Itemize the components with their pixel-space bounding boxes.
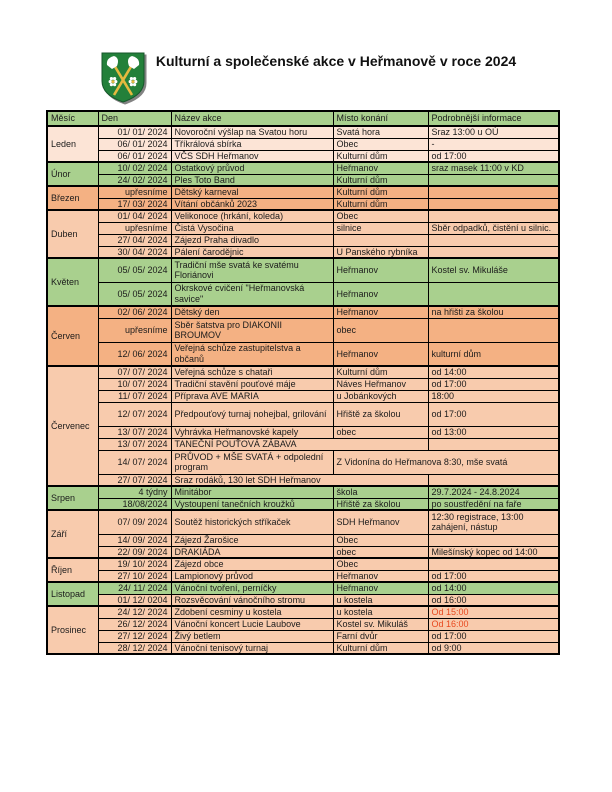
place-cell: Obec [333, 210, 428, 222]
month-cell: Únor [47, 162, 98, 186]
place-cell: Kulturní dům [333, 642, 428, 654]
info-cell: sraz masek 11:00 v KD [428, 162, 559, 174]
event-row [47, 474, 559, 486]
info-cell [428, 558, 559, 570]
place-cell: Heřmanov [333, 582, 428, 594]
event-name-cell: DRAKIÁDA [171, 546, 333, 558]
event-name-cell: Sraz rodáků, 130 let SDH Heřmanov [171, 474, 428, 486]
day-cell: 30/ 04/ 2024 [98, 246, 171, 258]
header-nazev-akce: Název akce [171, 111, 333, 126]
events-table-body [47, 126, 559, 654]
place-cell: obec [333, 318, 428, 342]
event-row [47, 606, 559, 618]
day-cell: 11/ 07/ 2024 [98, 390, 171, 402]
info-cell [428, 438, 559, 450]
info-cell: od 17:00 [428, 630, 559, 642]
place-cell: Farní dvůr [333, 630, 428, 642]
header-misto-konani: Místo konání [333, 111, 428, 126]
event-name-cell: Sběr šatstva pro DIAKONII BROUMOV [171, 318, 333, 342]
event-row [47, 426, 559, 438]
event-name-cell: Minitábor [171, 486, 333, 498]
day-cell: 27/ 04/ 2024 [98, 234, 171, 246]
place-cell: Heřmanov [333, 306, 428, 318]
day-cell: 10/ 07/ 2024 [98, 378, 171, 390]
info-cell [428, 186, 559, 198]
event-row [47, 366, 559, 378]
info-cell: Od 15:00 [428, 606, 559, 618]
event-row [47, 258, 559, 282]
event-name-cell: Rozsvěcování vánočního stromu [171, 594, 333, 606]
event-row [47, 174, 559, 186]
month-cell: Září [47, 510, 98, 558]
info-cell: od 17:00 [428, 150, 559, 162]
event-name-cell: Vánoční koncert Lucie Laubove [171, 618, 333, 630]
month-cell: Prosinec [47, 606, 98, 654]
event-name-cell: Zájezd obce [171, 558, 333, 570]
event-row [47, 318, 559, 342]
info-cell [428, 534, 559, 546]
day-cell: upřesníme [98, 222, 171, 234]
event-name-cell: Čistá Vysočina [171, 222, 333, 234]
place-cell: Kulturní dům [333, 366, 428, 378]
day-cell: 24/ 02/ 2024 [98, 174, 171, 186]
event-row [47, 534, 559, 546]
place-cell: Kulturní dům [333, 186, 428, 198]
event-name-cell: Soutěž historických stříkaček [171, 510, 333, 534]
place-cell: u Jobánkových [333, 390, 428, 402]
month-cell: Červen [47, 306, 98, 366]
day-cell: 13/ 07/ 2024 [98, 426, 171, 438]
day-cell: 01/ 01/ 2024 [98, 126, 171, 138]
event-row [47, 558, 559, 570]
info-cell [428, 174, 559, 186]
event-row [47, 570, 559, 582]
events-table [46, 110, 560, 655]
day-cell: 10/ 02/ 2024 [98, 162, 171, 174]
place-cell: škola [333, 486, 428, 498]
info-cell: Od 16:00 [428, 618, 559, 630]
month-cell: Srpen [47, 486, 98, 510]
place-cell: obec [333, 546, 428, 558]
info-cell: Milešínský kopec od 14:00 [428, 546, 559, 558]
event-row [47, 210, 559, 222]
event-name-cell: Ples Toto Band [171, 174, 333, 186]
day-cell: 06/ 01/ 2024 [98, 150, 171, 162]
info-cell: kulturní dům [428, 342, 559, 366]
day-cell: 14/ 07/ 2024 [98, 450, 171, 474]
event-row [47, 390, 559, 402]
event-name-cell: Tradiční stavění pouťové máje [171, 378, 333, 390]
info-cell: - [428, 138, 559, 150]
event-row [47, 306, 559, 318]
event-row [47, 450, 559, 474]
place-cell: SDH Heřmanov [333, 510, 428, 534]
place-cell: u kostela [333, 594, 428, 606]
info-cell: od 14:00 [428, 366, 559, 378]
place-info-cell: Z Vidonína do Heřmanova 8:30, mše svatá [333, 450, 559, 474]
event-name-cell: Příprava AVE MARIA [171, 390, 333, 402]
info-cell [428, 234, 559, 246]
header-mesic: Měsíc [47, 111, 98, 126]
place-cell: Kulturní dům [333, 150, 428, 162]
event-row [47, 222, 559, 234]
info-cell: od 16:00 [428, 594, 559, 606]
event-name-cell: Okrskové cvičení "Heřmanovská savice" [171, 282, 333, 306]
place-cell: Heřmanov [333, 162, 428, 174]
info-cell: 29.7.2024 - 24.8.2024 [428, 486, 559, 498]
place-cell: Heřmanov [333, 342, 428, 366]
event-name-cell: Živý betlem [171, 630, 333, 642]
event-name-cell: VČS SDH Heřmanov [171, 150, 333, 162]
event-name-cell: Vánoční tvoření, perníčky [171, 582, 333, 594]
event-row [47, 126, 559, 138]
day-cell: 22/ 09/ 2024 [98, 546, 171, 558]
event-name-cell: Dětský den [171, 306, 333, 318]
event-row [47, 630, 559, 642]
event-row [47, 150, 559, 162]
info-cell: po soustředění na faře [428, 498, 559, 510]
header-den: Den [98, 111, 171, 126]
event-name-cell: Vítání občánků 2023 [171, 198, 333, 210]
event-name-cell: Dětský karneval [171, 186, 333, 198]
event-name-cell: Zájezd Žarošice [171, 534, 333, 546]
info-cell [428, 282, 559, 306]
place-cell: obec [333, 426, 428, 438]
place-cell: silnice [333, 222, 428, 234]
info-cell: Sběr odpadků, čistění u silnic. [428, 222, 559, 234]
day-cell: upřesníme [98, 186, 171, 198]
place-cell: Kulturní dům [333, 198, 428, 210]
day-cell: 26/ 12/ 2024 [98, 618, 171, 630]
month-cell: Březen [47, 186, 98, 210]
event-row [47, 498, 559, 510]
day-cell: 4 týdny [98, 486, 171, 498]
day-cell: 27/ 07/ 2024 [98, 474, 171, 486]
info-cell: 18:00 [428, 390, 559, 402]
place-cell: Heřmanov [333, 570, 428, 582]
place-cell: Kostel sv. Mikuláš [333, 618, 428, 630]
info-cell: od 13:00 [428, 426, 559, 438]
day-cell: 27/ 12/ 2024 [98, 630, 171, 642]
event-name-cell: Velikonoce (hrkání, koleda) [171, 210, 333, 222]
place-cell: Heřmanov [333, 258, 428, 282]
event-row [47, 546, 559, 558]
event-name-cell: PRŮVOD + MŠE SVATÁ + odpolední program [171, 450, 333, 474]
day-cell: 19/ 10/ 2024 [98, 558, 171, 570]
place-cell: Hřiště za školou [333, 402, 428, 426]
day-cell: 27/ 10/ 2024 [98, 570, 171, 582]
info-cell: od 17:00 [428, 570, 559, 582]
info-cell: 12:30 registrace, 13:00 zahájení, nástup [428, 510, 559, 534]
event-name-cell: Veřejná schůze s chataři [171, 366, 333, 378]
day-cell: 14/ 09/ 2024 [98, 534, 171, 546]
info-cell: od 9:00 [428, 642, 559, 654]
day-cell: 12/ 06/ 2024 [98, 342, 171, 366]
day-cell: 12/ 07/ 2024 [98, 402, 171, 426]
event-row [47, 198, 559, 210]
month-cell: Říjen [47, 558, 98, 582]
info-cell: od 14:00 [428, 582, 559, 594]
header-row [47, 111, 559, 126]
event-name-cell: Lampionový průvod [171, 570, 333, 582]
event-name-cell: Ostatkový průvod [171, 162, 333, 174]
header-podrobnejsi-informace: Podrobnější informace [428, 111, 559, 126]
day-cell: 17/ 03/ 2024 [98, 198, 171, 210]
event-row [47, 510, 559, 534]
day-cell: 13/ 07/ 2024 [98, 438, 171, 450]
place-cell: U Panského rybníka [333, 246, 428, 258]
day-cell: 07/ 07/ 2024 [98, 366, 171, 378]
event-row [47, 486, 559, 498]
place-cell: Svatá hora [333, 126, 428, 138]
event-name-cell: Vyhrávka Heřmanovské kapely [171, 426, 333, 438]
place-cell: Obec [333, 558, 428, 570]
event-row [47, 186, 559, 198]
place-cell: Hřiště za školou [333, 498, 428, 510]
month-cell: Listopad [47, 582, 98, 606]
event-row [47, 438, 559, 450]
month-cell: Červenec [47, 366, 98, 486]
event-row [47, 582, 559, 594]
event-name-cell: TANEČNÍ POUŤOVÁ ZÁBAVA [171, 438, 428, 450]
event-row [47, 138, 559, 150]
event-row [47, 162, 559, 174]
place-cell: Náves Heřmanov [333, 378, 428, 390]
info-cell [428, 474, 559, 486]
day-cell: 01/ 12/ 0204 [98, 594, 171, 606]
event-name-cell: Pálení čarodějnic [171, 246, 333, 258]
event-name-cell: Vystoupení tanečních kroužků [171, 498, 333, 510]
event-row [47, 402, 559, 426]
day-cell: 05/ 05/ 2024 [98, 258, 171, 282]
place-cell: Heřmanov [333, 282, 428, 306]
event-name-cell: Novoroční výšlap na Svatou horu [171, 126, 333, 138]
info-cell: Kostel sv. Mikuláše [428, 258, 559, 282]
info-cell [428, 198, 559, 210]
place-cell [333, 234, 428, 246]
place-cell: Kulturní dům [333, 174, 428, 186]
info-cell [428, 210, 559, 222]
event-row [47, 618, 559, 630]
event-row [47, 234, 559, 246]
day-cell: 02/ 06/ 2024 [98, 306, 171, 318]
place-cell: Obec [333, 138, 428, 150]
event-name-cell: Zdobení cesminy u kostela [171, 606, 333, 618]
day-cell: 18/08/2024 [98, 498, 171, 510]
event-row [47, 342, 559, 366]
event-name-cell: Vánoční tenisový turnaj [171, 642, 333, 654]
event-row [47, 246, 559, 258]
day-cell: 06/ 01/ 2024 [98, 138, 171, 150]
place-cell: Obec [333, 534, 428, 546]
day-cell: 28/ 12/ 2024 [98, 642, 171, 654]
day-cell: 07/ 09/ 2024 [98, 510, 171, 534]
event-name-cell: Zájezd Praha divadlo [171, 234, 333, 246]
info-cell [428, 246, 559, 258]
event-row [47, 282, 559, 306]
info-cell: Sraz 13:00 u OÚ [428, 126, 559, 138]
place-cell: u kostela [333, 606, 428, 618]
day-cell: upřesníme [98, 318, 171, 342]
info-cell: na hřišti za školou [428, 306, 559, 318]
month-cell: Leden [47, 126, 98, 162]
day-cell: 24/ 12/ 2024 [98, 606, 171, 618]
event-name-cell: Tříkrálová sbírka [171, 138, 333, 150]
event-row [47, 594, 559, 606]
event-row [47, 642, 559, 654]
day-cell: 05/ 05/ 2024 [98, 282, 171, 306]
event-name-cell: Předpouťový turnaj nohejbal, grilování [171, 402, 333, 426]
day-cell: 01/ 04/ 2024 [98, 210, 171, 222]
event-name-cell: Veřejná schůze zastupitelstva a občanů [171, 342, 333, 366]
event-name-cell: Tradiční mše svatá ke svatému Floriánovi [171, 258, 333, 282]
info-cell: od 17:00 [428, 378, 559, 390]
info-cell: od 17:00 [428, 402, 559, 426]
event-row [47, 378, 559, 390]
info-cell [428, 318, 559, 342]
month-cell: Duben [47, 210, 98, 258]
page-title: Kulturní a společenské akce v Heřmanově v roce 2024 [155, 53, 517, 69]
day-cell: 24/ 11/ 2024 [98, 582, 171, 594]
month-cell: Květen [47, 258, 98, 306]
